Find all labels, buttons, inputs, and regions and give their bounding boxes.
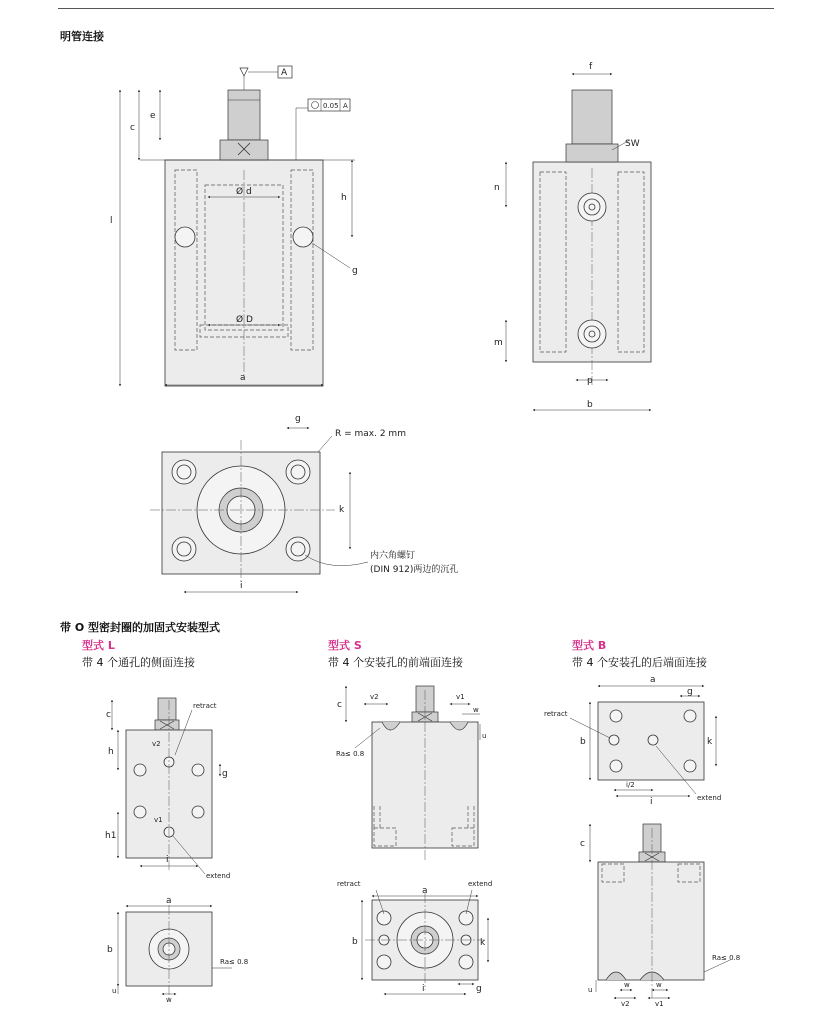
dim-p-label: p [587, 376, 593, 386]
type-s-extend: extend [468, 880, 493, 888]
dim-g-top-label: g [295, 414, 301, 424]
front-section-view [110, 66, 358, 386]
type-s-retract: retract [337, 880, 361, 888]
type-b-dim-i2: i/2 [626, 781, 635, 789]
type-s-roughness: Ra≤ 0.8 [336, 750, 365, 758]
section-title-pipe-connection: 明管连接 [60, 30, 104, 43]
dim-sw-label: SW [625, 139, 640, 149]
type-l-drawing [105, 698, 248, 1004]
side-view [494, 62, 651, 410]
type-s-dim-w: w [473, 706, 479, 714]
type-l-dim-v1: v1 [154, 816, 163, 824]
type-s-dim-v2: v2 [370, 693, 379, 701]
type-b-dim-b: b [580, 737, 586, 747]
screw-note-line1: 内六角螺钉 [370, 551, 416, 561]
type-l-dim-h: h [108, 747, 114, 757]
dim-h-label: h [341, 193, 347, 203]
dim-d-label: Ø d [236, 187, 252, 197]
type-l-dim-v2: v2 [152, 740, 161, 748]
type-l-dim-c: c [106, 710, 111, 720]
dim-D-label: Ø D [236, 315, 253, 325]
type-s-dim-v1: v1 [456, 693, 465, 701]
screw-note-line2: (DIN 912)两边的沉孔 [370, 565, 459, 575]
type-l-dim-g: g [222, 769, 228, 779]
datum-a-label: A [281, 68, 288, 78]
type-l-dim-i: i [166, 855, 169, 865]
type-l-dim-u: u [112, 987, 117, 995]
type-l-dim-a: a [166, 896, 172, 906]
section-title-oring-mounting: 带 O 型密封圈的加固式安装型式 [60, 621, 221, 634]
type-b-dim-g: g [687, 687, 693, 697]
type-l-dim-w: w [166, 996, 172, 1004]
dim-c-label: c [130, 123, 135, 133]
type-l-extend: extend [206, 872, 231, 880]
type-b-drawing [544, 675, 740, 1008]
type-s-dim-a: a [422, 886, 428, 896]
dim-l-label: l [110, 216, 113, 226]
type-b-dim-c: c [580, 839, 585, 849]
type-s-drawing [336, 686, 492, 994]
type-b-roughness: Ra≤ 0.8 [712, 954, 741, 962]
radius-note: R = max. 2 mm [335, 429, 406, 439]
type-l-description: 带 4 个通孔的侧面连接 [82, 656, 195, 669]
type-l-dim-h1: h1 [105, 831, 117, 841]
type-b-dim-k: k [707, 737, 713, 747]
type-b-dim-w-right: w [656, 981, 662, 989]
dim-b-label: b [587, 400, 593, 410]
type-s-dim-u: u [482, 732, 487, 740]
type-l-retract: retract [193, 702, 217, 710]
dim-k-label: k [339, 505, 345, 515]
type-b-dim-v2: v2 [621, 1000, 630, 1008]
type-l-roughness: Ra≤ 0.8 [220, 958, 249, 966]
type-s-label: 型式 S [328, 639, 362, 652]
type-b-dim-w-left: w [624, 981, 630, 989]
type-b-dim-u: u [588, 986, 593, 994]
top-view [150, 414, 458, 592]
tolerance-datum: A [343, 102, 348, 110]
dim-e-label: e [150, 111, 156, 121]
dim-f-label: f [589, 62, 593, 72]
type-s-dim-k: k [480, 938, 486, 948]
type-s-dim-g: g [476, 984, 482, 994]
type-s-description: 带 4 个安装孔的前端面连接 [328, 656, 463, 669]
tolerance-value: 0.05 [323, 102, 339, 110]
type-b-retract: retract [544, 710, 568, 718]
type-b-dim-i: i [650, 797, 653, 807]
type-s-dim-c: c [337, 700, 342, 710]
dim-n-label: n [494, 183, 500, 193]
type-s-dim-i: i [422, 984, 425, 994]
dim-a-label: a [240, 373, 246, 383]
type-b-dim-a: a [650, 675, 656, 685]
dim-i-label: i [240, 581, 243, 591]
type-b-dim-v1: v1 [655, 1000, 664, 1008]
dim-m-label: m [494, 338, 503, 348]
type-s-dim-b: b [352, 937, 358, 947]
dim-g-label: g [352, 266, 358, 276]
type-l-dim-b: b [107, 945, 113, 955]
type-b-description: 带 4 个安装孔的后端面连接 [572, 656, 707, 669]
type-b-label: 型式 B [572, 639, 607, 652]
type-b-extend: extend [697, 794, 722, 802]
type-l-label: 型式 L [82, 639, 115, 652]
